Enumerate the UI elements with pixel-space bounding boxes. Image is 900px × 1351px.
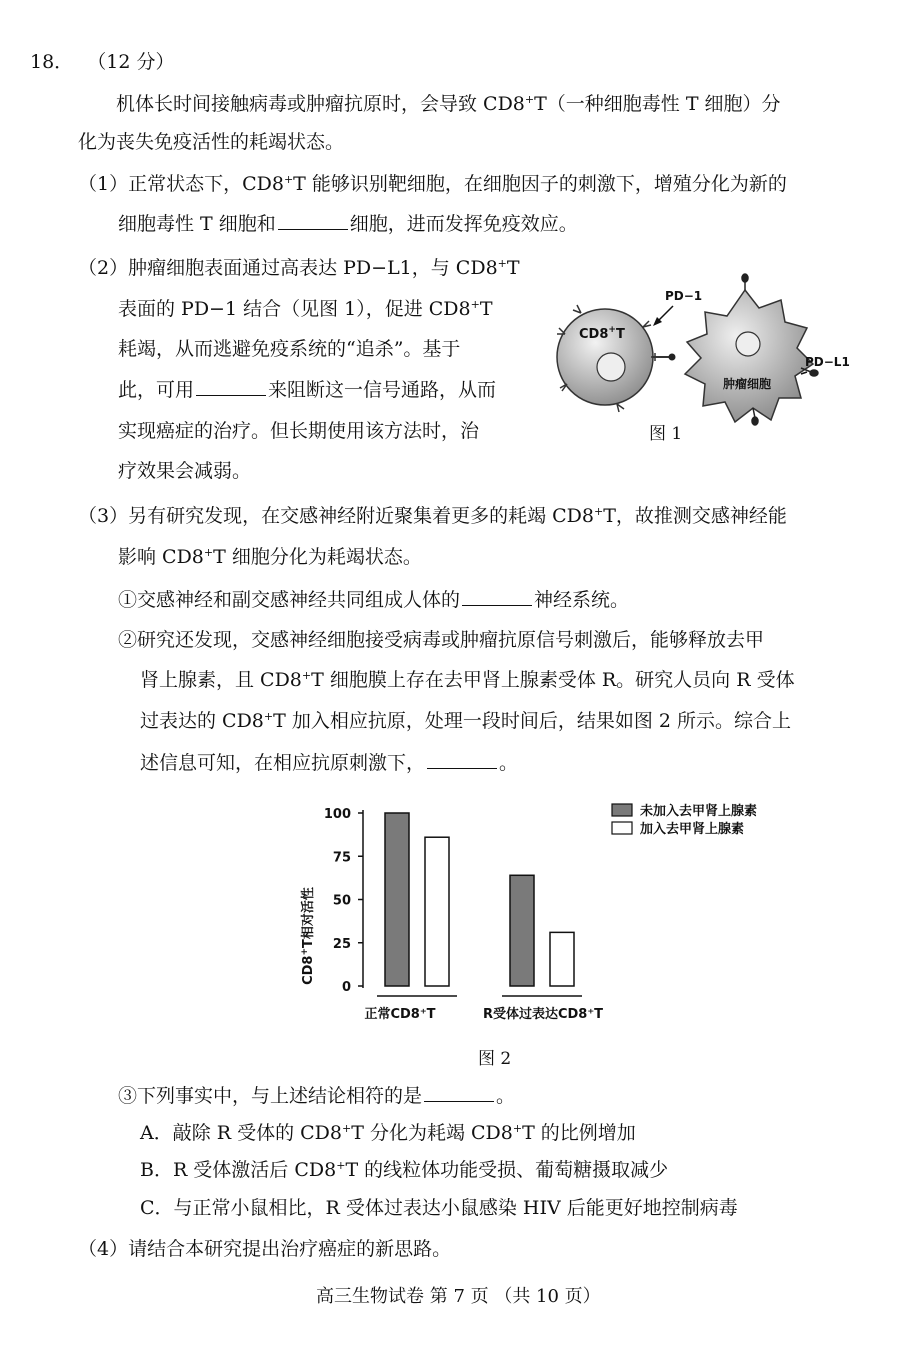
legend-label: 加入去甲肾上腺素: [640, 822, 745, 837]
bar-with-ne-r-overexpressed: [550, 932, 574, 986]
y-tick-label: 75: [332, 850, 351, 866]
question-number: 18．: [30, 51, 74, 73]
bar-with-ne-normal: [425, 837, 449, 986]
part3-line-1: （3）另有研究发现，在交感神经附近聚集着更多的耗竭 CD8+T，故推测交感神经能: [78, 505, 787, 527]
y-tick-label: 0: [341, 980, 351, 995]
tumor-label: 肿瘤细胞: [723, 377, 772, 391]
figure-1-caption: 图 1: [649, 424, 683, 444]
part1-line-2: 细胞毒性 T 细胞和 细胞，进而发挥免疫效应。: [118, 213, 578, 235]
part3-line-2: 影响 CD8+T 细胞分化为耗竭状态。: [118, 546, 422, 568]
option-b[interactable]: B．R 受体激活后 CD8+T 的线粒体功能受损、葡萄糖摄取减少: [140, 1159, 669, 1181]
x-category-label: R受体过表达CD8⁺T: [482, 1007, 604, 1022]
figure-2-bar-chart: [290, 796, 810, 1036]
part3-q2-line-3: 过表达的 CD8+T 加入相应抗原，处理一段时间后，结果如图 2 所示。综合上: [140, 710, 792, 732]
y-tick-label: 100: [323, 807, 351, 822]
part2-line-3: 耗竭，从而逃避免疫系统的“追杀”。基于: [118, 338, 461, 360]
part4-line-1: （4）请结合本研究提出治疗癌症的新思路。: [78, 1238, 452, 1260]
cd8-nucleus: [597, 353, 625, 381]
tumor-nucleus: [736, 332, 760, 356]
pdl1-label: PD−L1: [805, 355, 850, 369]
part3-q2-line-2: 肾上腺素，且 CD8+T 细胞膜上存在去甲肾上腺素受体 R。研究人员向 R 受体: [140, 669, 795, 691]
y-axis-label: CD8+T相对活性: [300, 887, 316, 985]
bar-without-ne-r-overexpressed: [510, 875, 534, 986]
legend-label: 未加入去甲肾上腺素: [640, 804, 758, 819]
legend-swatch: [612, 822, 632, 834]
cd8-label: CD8+T: [579, 325, 625, 342]
option-c[interactable]: C．与正常小鼠相比，R 受体过表达小鼠感染 HIV 后能更好地控制病毒: [140, 1197, 738, 1219]
answer-blank-2[interactable]: [196, 377, 266, 396]
intro-line-2: 化为丧失免疫活性的耗竭状态。: [78, 131, 345, 153]
bar-without-ne-normal: [385, 813, 409, 986]
answer-blank-3[interactable]: [462, 587, 532, 606]
option-a[interactable]: A．敲除 R 受体的 CD8+T 分化为耗竭 CD8+T 的比例增加: [140, 1122, 636, 1144]
figure-1-diagram: [545, 272, 865, 432]
part2-line-2: 表面的 PD−1 结合（见图 1），促进 CD8+T: [118, 298, 493, 320]
answer-blank-4[interactable]: [427, 750, 497, 769]
y-tick-label: 25: [332, 936, 351, 952]
y-tick-label: 50: [332, 893, 351, 909]
page-footer: 高三生物试卷 第 7 页 （共 10 页）: [316, 1286, 601, 1307]
answer-blank-5[interactable]: [424, 1083, 494, 1102]
x-category-label: 正常CD8⁺T: [364, 1007, 436, 1022]
part2-line-4: 此，可用 来阻断这一信号通路，从而: [118, 379, 497, 401]
part3-q2-line-1: ②研究还发现，交感神经细胞接受病毒或肿瘤抗原信号刺激后，能够释放去甲: [118, 629, 765, 651]
question-header: [30, 50, 174, 74]
figure-2-caption: 图 2: [478, 1049, 512, 1069]
legend-swatch: [612, 804, 632, 816]
pd1-label: PD−1: [665, 289, 703, 303]
part3-q2-line-4: 述信息可知，在相应抗原刺激下， 。: [140, 752, 519, 774]
intro-line-1: 机体长时间接触病毒或肿瘤抗原时，会导致 CD8+T（一种细胞毒性 T 细胞）分: [116, 93, 781, 115]
part2-line-1: （2）肿瘤细胞表面通过高表达 PD−L1，与 CD8+T: [78, 257, 520, 279]
question-score: （12 分）: [87, 51, 175, 73]
part3-q3: ③下列事实中，与上述结论相符的是 。: [118, 1085, 516, 1107]
part2-line-6: 疗效果会减弱。: [118, 460, 252, 482]
answer-blank-1[interactable]: [278, 211, 348, 230]
part3-q1: ①交感神经和副交感神经共同组成人体的 神经系统。: [118, 589, 630, 611]
part1-line-1: （1）正常状态下，CD8+T 能够识别靶细胞，在细胞因子的刺激下，增殖分化为新的: [78, 173, 787, 195]
part2-line-5: 实现癌症的治疗。但长期使用该方法时，治: [118, 420, 480, 442]
